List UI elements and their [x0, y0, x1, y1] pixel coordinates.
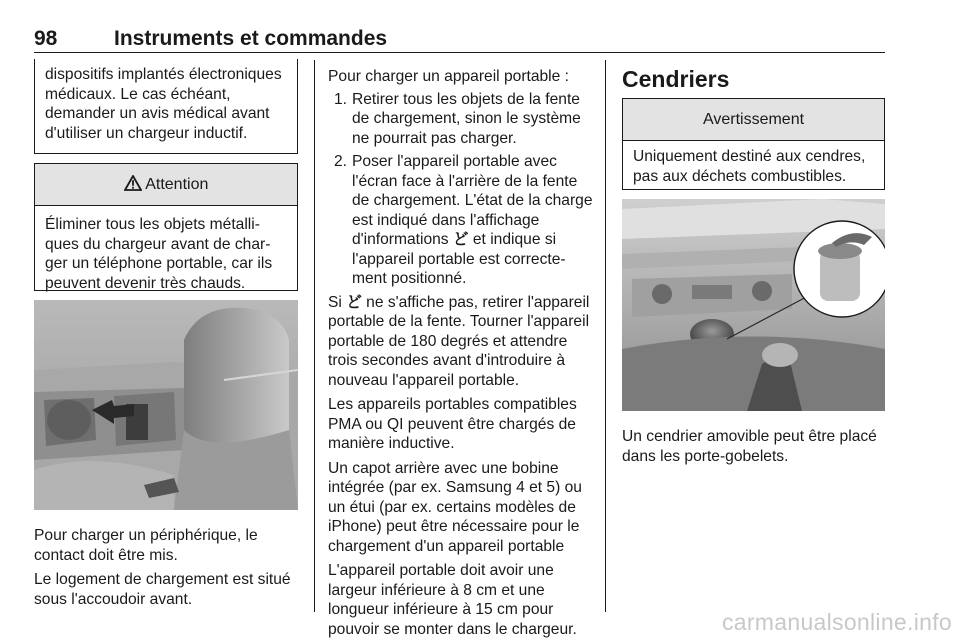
page-number: 98 [34, 27, 58, 50]
col1-para-2: Le logement de chargement est situé sous l'accoudoir avant. [34, 571, 291, 608]
ashtray-photo [622, 199, 885, 411]
charge-status-icon: ど [452, 231, 469, 248]
watermark: carmanualsonline.info [721, 609, 952, 635]
warning-box [622, 98, 885, 190]
column-rule-2 [605, 60, 606, 612]
col2-text [328, 67, 594, 644]
col2-para-2: Les appareils portables compatibles PMA ou QI peuvent être chargés de manière inductive. [328, 396, 577, 452]
warning-header: Avertissement [623, 99, 884, 141]
attention-header [35, 164, 297, 206]
attention-box [34, 163, 298, 291]
step-1 [328, 90, 594, 149]
column-rule-1 [314, 60, 315, 612]
warning-triangle-icon [124, 176, 146, 193]
header-rule [34, 52, 885, 53]
step-2-number: 2. [334, 153, 348, 170]
col3-caption: Un cendrier amovible peut être placé dans les porte-gobelets. [622, 428, 877, 465]
attention-heading: Attention [145, 176, 209, 193]
step-1-text: Retirer tous les objets de la fente de chargement, sinon le système ne pourrait pas charger. [352, 90, 581, 147]
attention-text: Éliminer tous les objets métalliques du chargeur avant de charger un téléphone portable, car ils peuvent devenir très chauds. [45, 216, 273, 292]
armrest-photo [34, 300, 298, 510]
intro-box [34, 59, 298, 154]
col1-text [34, 526, 304, 614]
col2-para-4: L'appareil portable doit avoir une largeur inférieure à 8 cm et une longueur inférieure à 15 cm pour pouvoir se monter dans le chargeur. [328, 562, 577, 638]
step-2-text-a: Poser l'appareil portable avec l'écran face à l'arrière de la fente de chargement. L'état de la charge est indiqué dans l'affichage d'informations [352, 153, 593, 248]
steps-list [328, 90, 594, 289]
chapter-title: Instruments et commandes [114, 27, 388, 50]
col2-para-1-b: ne s'affiche pas, retirer l'appareil portable de la fente. Tourner l'appareil portable de 180 degrés et attendre trois secondes avant d'introduire à nouveau l'appareil portable. [328, 293, 590, 389]
col1-para-1: Pour charger un périphérique, le contact doit être mis. [34, 527, 258, 564]
charge-status-icon-2: ど [346, 293, 362, 311]
col2-para-1-a: Si [328, 293, 347, 311]
col2-para-3: Un capot arrière avec une bobine intégrée (par ex. Samsung 4 et 5) ou un étui (par ex. certains modèles de iPhone) peut être nécessaire pour le chargement d'un appareil portable [328, 459, 582, 555]
section-title: Cendriers [622, 66, 730, 92]
warning-text: Uniquement destiné aux cendres, pas aux déchets combustibles. [633, 148, 866, 185]
intro-text: dispositifs implantés électroniques médicaux. Le cas échéant, demander un avis médical avant d'utiliser un chargeur inductif. [45, 66, 282, 142]
col2-para-1 [328, 293, 594, 391]
step-2 [328, 152, 594, 289]
col2-lead: Pour charger un appareil portable : [328, 68, 569, 85]
step-2-text-b: et indique si l'appareil portable est correctement positionné. [352, 231, 566, 287]
step-1-number: 1. [334, 90, 348, 108]
